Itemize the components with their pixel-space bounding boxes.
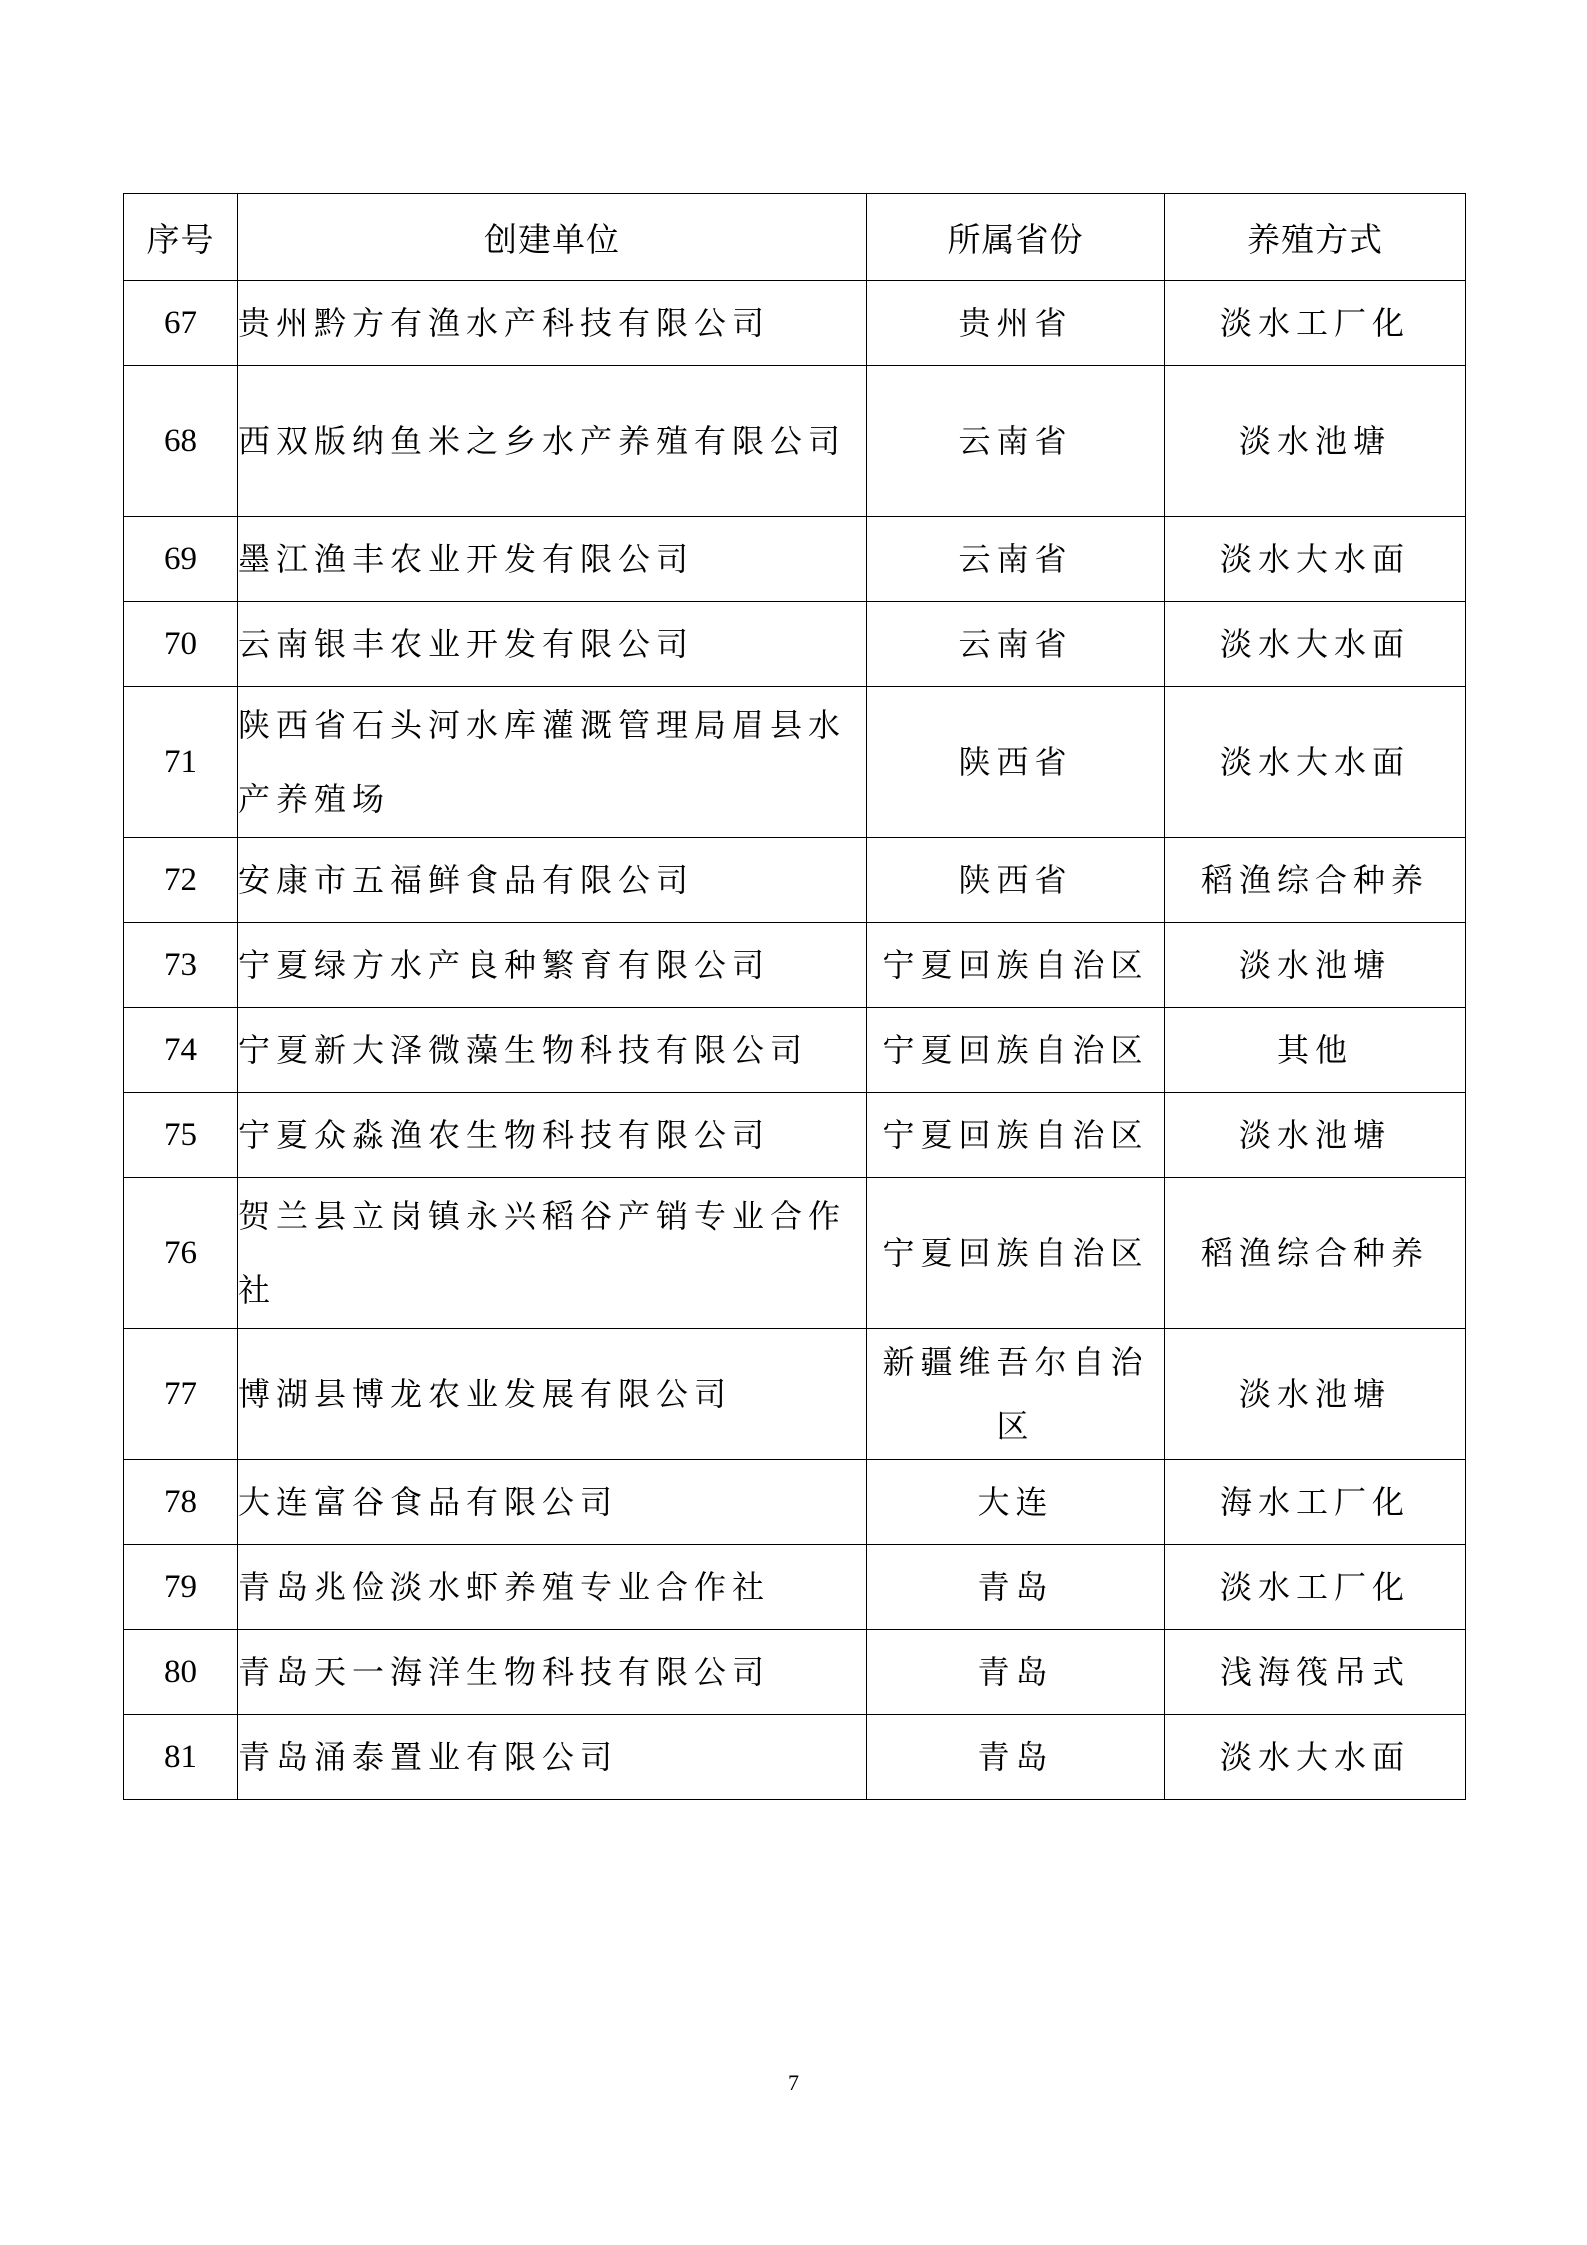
row-no: 75 — [124, 1093, 238, 1178]
row-province: 云南省 — [867, 366, 1165, 517]
row-method: 淡水池塘 — [1165, 1093, 1466, 1178]
row-province: 宁夏回族自治区 — [867, 1178, 1165, 1329]
row-no: 81 — [124, 1715, 238, 1800]
row-unit: 青岛兆俭淡水虾养殖专业合作社 — [238, 1545, 867, 1630]
row-unit: 贵州黔方有渔水产科技有限公司 — [238, 281, 867, 366]
row-no: 80 — [124, 1630, 238, 1715]
row-method: 淡水工厂化 — [1165, 1545, 1466, 1630]
table-row — [124, 1093, 1466, 1178]
row-no: 78 — [124, 1460, 238, 1545]
row-province: 贵州省 — [867, 281, 1165, 366]
table-row — [124, 1545, 1466, 1630]
row-no: 69 — [124, 517, 238, 602]
row-unit: 墨江渔丰农业开发有限公司 — [238, 517, 867, 602]
row-province: 青岛 — [867, 1715, 1165, 1800]
row-unit: 宁夏新大泽微藻生物科技有限公司 — [238, 1008, 867, 1093]
row-method: 稻渔综合种养 — [1165, 1178, 1466, 1329]
header-province: 所属省份 — [867, 194, 1165, 281]
row-no: 68 — [124, 366, 238, 517]
row-province: 陕西省 — [867, 687, 1165, 838]
units-table — [123, 193, 1466, 1800]
row-no: 76 — [124, 1178, 238, 1329]
header-no: 序号 — [124, 194, 238, 281]
table-header-row — [124, 194, 1466, 281]
row-method: 淡水大水面 — [1165, 517, 1466, 602]
row-method: 稻渔综合种养 — [1165, 838, 1466, 923]
header-method: 养殖方式 — [1165, 194, 1466, 281]
row-no: 77 — [124, 1329, 238, 1460]
row-unit: 大连富谷食品有限公司 — [238, 1460, 867, 1545]
table-row — [124, 281, 1466, 366]
table-row — [124, 1460, 1466, 1545]
table-row — [124, 1178, 1466, 1329]
row-no: 72 — [124, 838, 238, 923]
row-province: 新疆维吾尔自治区 — [867, 1329, 1165, 1460]
row-province: 云南省 — [867, 517, 1165, 602]
row-method: 淡水大水面 — [1165, 1715, 1466, 1800]
table-row — [124, 923, 1466, 1008]
row-method: 海水工厂化 — [1165, 1460, 1466, 1545]
header-unit: 创建单位 — [238, 194, 867, 281]
row-method: 淡水池塘 — [1165, 923, 1466, 1008]
table-row — [124, 1630, 1466, 1715]
row-unit: 博湖县博龙农业发展有限公司 — [238, 1329, 867, 1460]
table-row — [124, 517, 1466, 602]
row-no: 73 — [124, 923, 238, 1008]
row-unit: 青岛天一海洋生物科技有限公司 — [238, 1630, 867, 1715]
row-unit: 贺兰县立岗镇永兴稻谷产销专业合作社 — [238, 1178, 867, 1329]
table-row — [124, 1008, 1466, 1093]
row-unit: 宁夏绿方水产良种繁育有限公司 — [238, 923, 867, 1008]
row-no: 71 — [124, 687, 238, 838]
page-number: 7 — [788, 2070, 799, 2095]
row-unit: 宁夏众淼渔农生物科技有限公司 — [238, 1093, 867, 1178]
row-unit: 西双版纳鱼米之乡水产养殖有限公司 — [238, 366, 867, 517]
row-no: 70 — [124, 602, 238, 687]
row-province: 大连 — [867, 1460, 1165, 1545]
table-row — [124, 838, 1466, 923]
row-method: 浅海筏吊式 — [1165, 1630, 1466, 1715]
table-row — [124, 366, 1466, 517]
row-method: 淡水大水面 — [1165, 687, 1466, 838]
row-province: 青岛 — [867, 1630, 1165, 1715]
row-unit: 安康市五福鲜食品有限公司 — [238, 838, 867, 923]
row-unit: 陕西省石头河水库灌溉管理局眉县水产养殖场 — [238, 687, 867, 838]
row-province: 青岛 — [867, 1545, 1165, 1630]
row-no: 67 — [124, 281, 238, 366]
row-unit: 青岛涌泰置业有限公司 — [238, 1715, 867, 1800]
row-method: 淡水池塘 — [1165, 366, 1466, 517]
table-row — [124, 602, 1466, 687]
row-no: 74 — [124, 1008, 238, 1093]
table-row — [124, 1715, 1466, 1800]
row-method: 淡水工厂化 — [1165, 281, 1466, 366]
table-row — [124, 687, 1466, 838]
row-province: 宁夏回族自治区 — [867, 1093, 1165, 1178]
table-row — [124, 1329, 1466, 1460]
row-unit: 云南银丰农业开发有限公司 — [238, 602, 867, 687]
row-method: 淡水池塘 — [1165, 1329, 1466, 1460]
row-province: 陕西省 — [867, 838, 1165, 923]
row-method: 其他 — [1165, 1008, 1466, 1093]
row-province: 宁夏回族自治区 — [867, 923, 1165, 1008]
row-province: 宁夏回族自治区 — [867, 1008, 1165, 1093]
row-method: 淡水大水面 — [1165, 602, 1466, 687]
row-no: 79 — [124, 1545, 238, 1630]
row-province: 云南省 — [867, 602, 1165, 687]
